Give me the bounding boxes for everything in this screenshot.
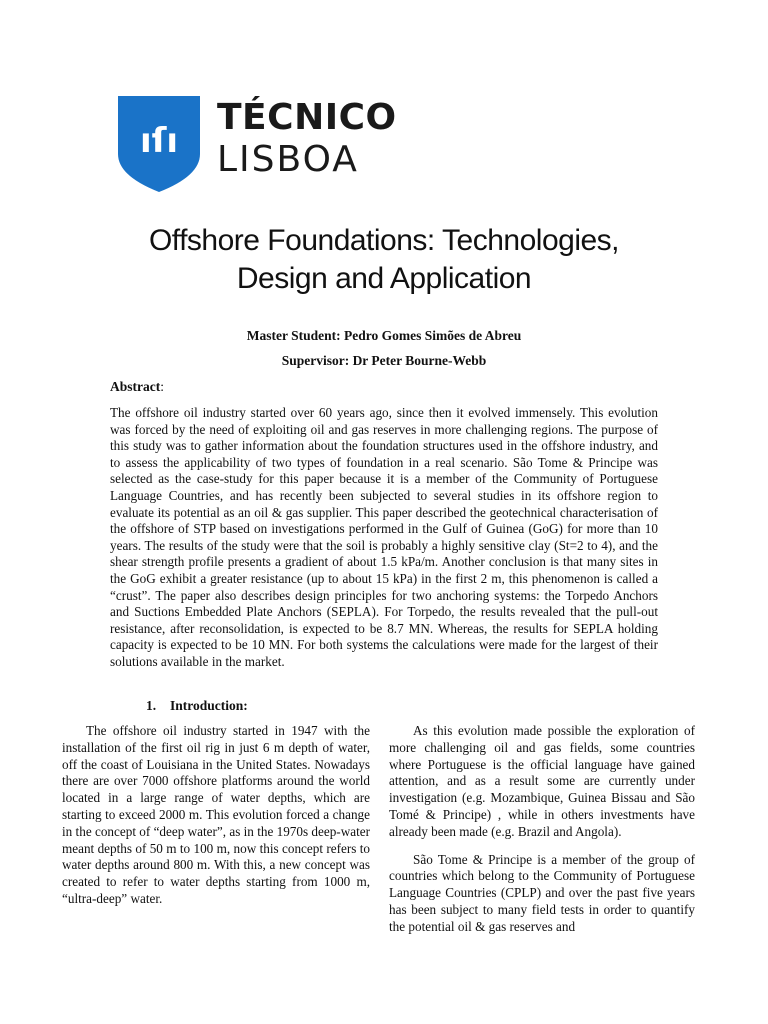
section-title: Introduction: bbox=[170, 698, 248, 713]
section-heading-introduction bbox=[146, 698, 248, 714]
paper-title-line1: Offshore Foundations: Technologies, bbox=[148, 224, 620, 257]
paragraph: As this evolution made possible the exploration of more challenging oil and gas fields, some countries where Portuguese is the official language have gained attention, and as a result some are currently under investigation (e.g. Mozambique, Guinea Bissau and São Tomé & Principe) , while in others investments have already been made (e.g. Brazil and Angola). bbox=[389, 723, 695, 839]
author-line: Master Student: Pedro Gomes Simões de Abreu bbox=[246, 328, 522, 343]
abstract-heading-label: Abstract bbox=[110, 379, 161, 394]
shield-icon bbox=[118, 96, 200, 192]
logo-wordmark bbox=[217, 97, 397, 180]
abstract-text: The offshore oil industry started over 60 years ago, since then it evolved immensely. This evolution was forced by the need of exploiting oil and gas reserves in more challenging regions. The purpose of this study was to gather information about the foundation structures used in the offshore industry, and to assess the applicability of two types of foundation in a real scenario. São Tome & Principe was selected as the case-study for this paper because it is a member of the Community of Portuguese Language Countries, and has recently been subjected to several studies in its offshore region to evaluate its potential as an oil & gas supplier. This paper described the geotechnical characterisation of the offshore of STP based on investigations performed in the Gulf of Guinea (GoG) for more than 10 years. The results of the study were that the soil is probably a highly sensitive clay (St=2 to 4), and the shear strength profile presents a gradient of about 1.5 kPa/m. Another conclusion is that many sites in the GoG exhibit a greater resistance (up to about 15 kPa) in the first 2 m, this phenomenon is called a “crust”. The paper also describes design principles for two anchoring systems: the Torpedo Anchors and Suctions Embedded Plate Anchors (SEPLA). For Torpedo, the results revealed that the pull-out resistance, after reconsolidation, is expected to be 8.7 MN. Whereas, the results for SEPLA holding capacity is expected to be 10 MN. For both systems the calculations were made for the largest of their solutions available in the market. bbox=[110, 405, 658, 669]
shield-glyph: ıſı bbox=[139, 121, 179, 161]
logo-line-lisboa: LISBOA bbox=[217, 139, 359, 180]
right-column bbox=[389, 723, 695, 947]
section-number: 1. bbox=[146, 698, 157, 713]
logo-line-tecnico: TÉCNICO bbox=[217, 97, 397, 138]
paper-title-line2: Design and Application bbox=[236, 262, 532, 295]
left-column bbox=[62, 723, 370, 919]
abstract-heading-colon: : bbox=[160, 379, 165, 394]
paragraph: The offshore oil industry started in 1947 with the installation of the first oil rig in just 6 m depth of water, off the coast of Louisiana in the United States. Nowadays there are over 7000 offshore platforms around the world located in a large range of water depths, which are starting to exceed 2000 m. This evolution forced a change in the concept of “deep water”, as in the 1970s deep-water meant depths of 50 m to 100 m, now this concept refers to water depths around 800 m. With this, a new concept was created to refer to water depths starting from 1000 m, “ultra-deep” water. bbox=[62, 723, 370, 906]
paragraph: São Tome & Principe is a member of the group of countries which belong to the Community of Portuguese Language Countries (CPLP) and over the past five years has been subject to many field tests in order to quantify the potential oil & gas reserves and bbox=[389, 851, 695, 934]
abstract-heading bbox=[110, 379, 164, 395]
supervisor-line: Supervisor: Dr Peter Bourne-Webb bbox=[281, 353, 487, 368]
institution-logo bbox=[118, 96, 397, 192]
